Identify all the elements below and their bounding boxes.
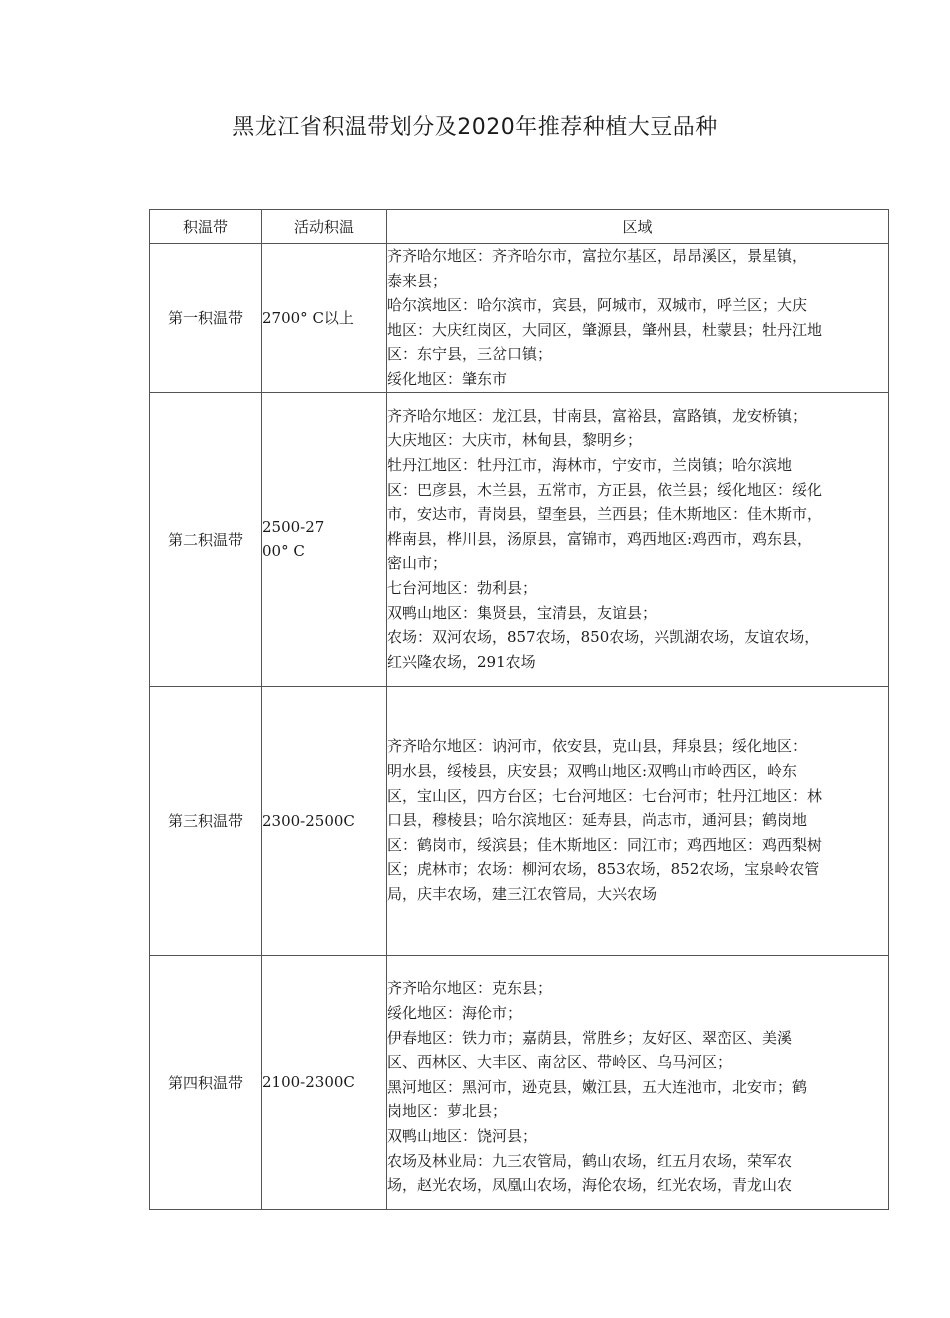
region-line: 农场：双河农场，857农场，850农场，兴凯湖农场，友谊农场， xyxy=(387,628,820,647)
region-line: 区：鹤岗市，绥滨县；佳木斯地区：同江市；鸡西地区：鸡西梨树 xyxy=(387,835,823,854)
region-line: 双鸭山地区：饶河县； xyxy=(387,1126,538,1145)
temp-value: 2100-2300C xyxy=(262,1073,355,1092)
temp-value: 2300-2500C xyxy=(262,811,355,830)
region-line: 哈尔滨地区：哈尔滨市，宾县，阿城市，双城市，呼兰区；大庆 xyxy=(387,296,808,315)
region-cell xyxy=(387,392,889,686)
temp-value: 2500-2700° C xyxy=(262,518,325,561)
page-title: 黑龙江省积温带划分及2020年推荐种植大豆品种 xyxy=(232,115,718,140)
accumulated-temp xyxy=(262,955,387,1209)
table-header-row xyxy=(150,210,889,244)
accumulated-temp xyxy=(262,392,387,686)
region-line: 区；虎林市；农场：柳河农场，853农场，852农场，宝泉岭农管 xyxy=(387,860,820,879)
region-line: 桦南县，桦川县，汤原县，富锦市，鸡西地区:鸡西市，鸡东县， xyxy=(387,529,813,548)
region-line: 齐齐哈尔地区：齐齐哈尔市，富拉尔基区，昂昂溪区，景星镇， xyxy=(387,247,808,265)
region-line: 市，安达市，青岗县，望奎县，兰西县；佳木斯地区：佳木斯市， xyxy=(387,505,823,524)
region-line: 区、西林区、大丰区、南岔区、带岭区、乌马河区； xyxy=(387,1053,733,1072)
accumulated-temp xyxy=(262,686,387,955)
table-row xyxy=(150,955,889,1209)
zone-table xyxy=(149,209,889,1210)
region-line: 齐齐哈尔地区：克东县； xyxy=(387,979,553,998)
region-line: 七台河地区：勃利县； xyxy=(387,578,538,597)
region-line: 绥化地区：肇东市 xyxy=(387,369,508,388)
region-line: 泰来县； xyxy=(387,271,448,290)
region-line: 齐齐哈尔地区：龙江县，甘南县，富裕县，富路镇，龙安桥镇； xyxy=(387,406,808,425)
region-line: 伊春地区：铁力市；嘉荫县，常胜乡；友好区、翠峦区、美溪 xyxy=(387,1028,793,1047)
region-line: 双鸭山地区：集贤县，宝清县，友谊县； xyxy=(387,603,658,622)
region-line: 区：巴彦县，木兰县，五常市，方正县，依兰县；绥化地区：绥化 xyxy=(387,480,823,499)
header-region: 区域 xyxy=(387,210,889,244)
region-line: 场，赵光农场，凤凰山农场，海伦农场，红光农场，青龙山农 xyxy=(387,1176,793,1195)
region-line: 口县，穆棱县；哈尔滨地区：延寿县，尚志市，通河县；鹤岗地 xyxy=(387,811,808,830)
region-line: 区：东宁县，三岔口镇； xyxy=(387,345,553,364)
header-zone: 积温带 xyxy=(150,210,262,244)
region-line: 岗地区：萝北县； xyxy=(387,1102,508,1121)
table-row xyxy=(150,244,889,393)
zone-name: 第二积温带 xyxy=(150,392,262,686)
region-line: 绥化地区：海伦市； xyxy=(387,1003,523,1022)
region-line: 牡丹江地区：牡丹江市，海林市，宁安市，兰岗镇；哈尔滨地 xyxy=(387,455,793,474)
region-line: 局，庆丰农场，建三江农管局，大兴农场 xyxy=(387,885,658,904)
region-cell xyxy=(387,955,889,1209)
zone-name: 第三积温带 xyxy=(150,686,262,955)
table-row xyxy=(150,392,889,686)
region-cell xyxy=(387,686,889,955)
table-row xyxy=(150,686,889,955)
region-line: 大庆地区：大庆市，林甸县，黎明乡； xyxy=(387,431,643,450)
temp-value: 2700° C以上 xyxy=(262,308,354,327)
accumulated-temp xyxy=(262,244,387,393)
region-line: 区，宝山区，四方台区；七台河地区：七台河市；牡丹江地区：林 xyxy=(387,786,823,805)
zone-name: 第四积温带 xyxy=(150,955,262,1209)
region-line: 红兴隆农场，291农场 xyxy=(387,652,536,671)
region-line: 地区：大庆红岗区，大同区，肇源县，肇州县，杜蒙县；牡丹江地 xyxy=(387,320,823,339)
region-cell xyxy=(387,244,889,393)
zone-name: 第一积温带 xyxy=(150,244,262,393)
region-line: 黑河地区：黑河市，逊克县，嫩江县，五大连池市，北安市；鹤 xyxy=(387,1077,808,1096)
region-line: 明水县，绥棱县，庆安县；双鸭山地区:双鸭山市岭西区，岭东 xyxy=(387,762,798,781)
region-line: 农场及林业局：九三农管局，鹤山农场，红五月农场，荣军农 xyxy=(387,1151,793,1170)
region-line: 密山市； xyxy=(387,554,448,573)
header-temp: 活动积温 xyxy=(262,210,387,244)
region-line: 齐齐哈尔地区：讷河市，依安县，克山县，拜泉县；绥化地区： xyxy=(387,737,808,756)
